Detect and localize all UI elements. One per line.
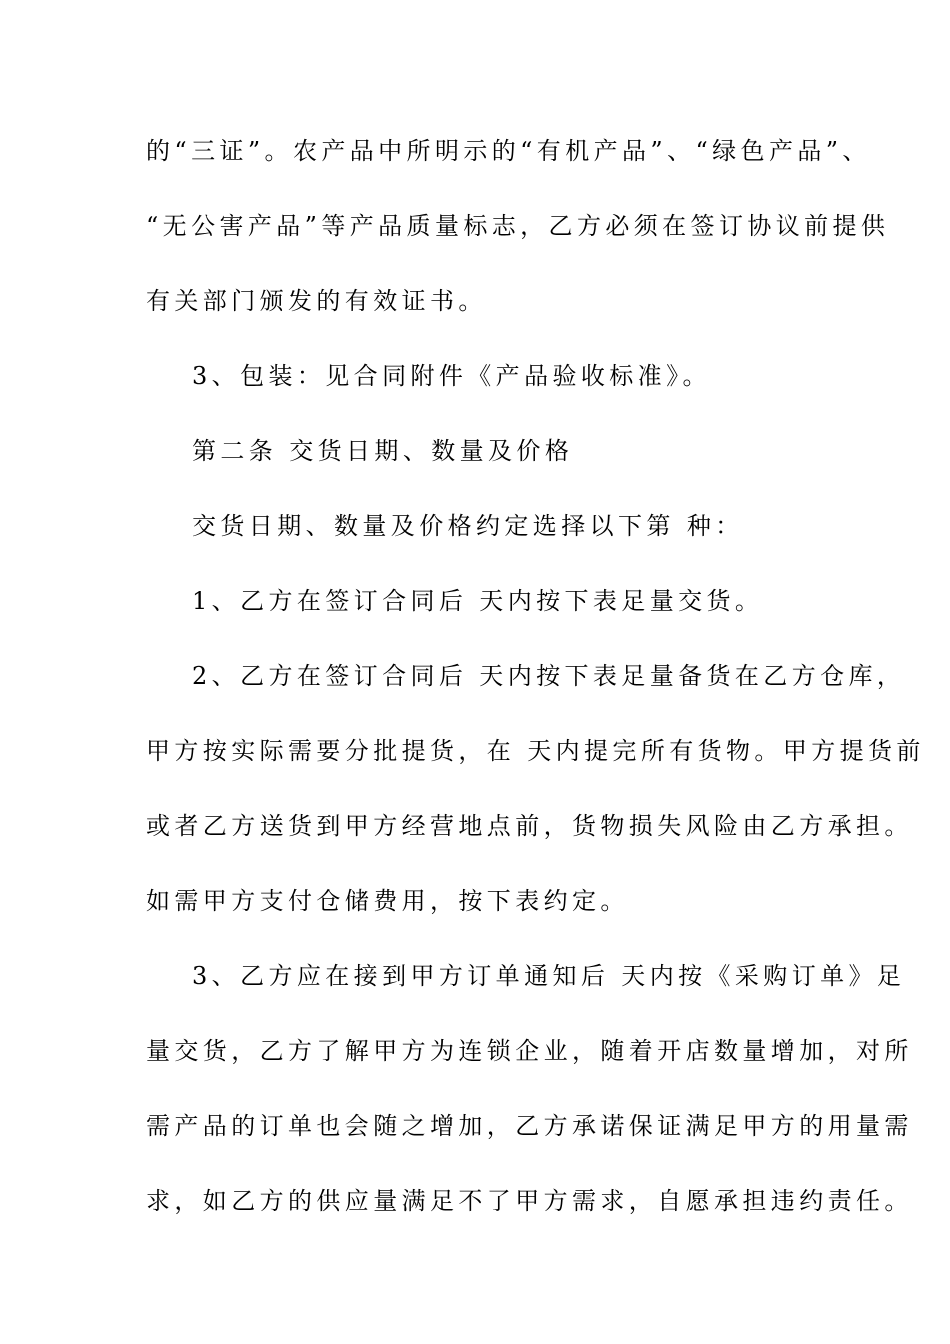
- text-line: 2、乙方在签订合同后 天内按下表足量备货在乙方仓库，: [192, 662, 906, 690]
- section-heading: 第二条 交货日期、数量及价格: [192, 437, 574, 465]
- text-line: 的“三证”。农产品中所明示的“有机产品”、“绿色产品”、: [146, 137, 871, 165]
- text-line: “无公害产品”等产品质量标志，乙方必须在签订协议前提供: [146, 212, 890, 240]
- text-line: 如需甲方支付仓储费用，按下表约定。: [146, 887, 629, 915]
- text-line: 有关部门颁发的有效证书。: [146, 287, 487, 315]
- text-line: 1、乙方在签订合同后 天内按下表足量交货。: [192, 587, 764, 615]
- text-line: 需产品的订单也会随之增加，乙方承诺保证满足甲方的用量需: [146, 1112, 913, 1140]
- text-line: 交货日期、数量及价格约定选择以下第 种：: [192, 512, 744, 540]
- text-line: 甲方按实际需要分批提货，在 天内提完所有货物。甲方提货前: [146, 737, 925, 765]
- text-line: 3、包装：见合同附件《产品验收标准》。: [192, 362, 711, 390]
- text-line: 求，如乙方的供应量满足不了甲方需求，自愿承担违约责任。: [146, 1187, 913, 1215]
- text-line: 3、乙方应在接到甲方订单通知后 天内按《采购订单》足: [192, 962, 906, 990]
- text-line: 量交货，乙方了解甲方为连锁企业，随着开店数量增加，对所: [146, 1037, 913, 1065]
- text-line: 或者乙方送货到甲方经营地点前，货物损失风险由乙方承担。: [146, 812, 913, 840]
